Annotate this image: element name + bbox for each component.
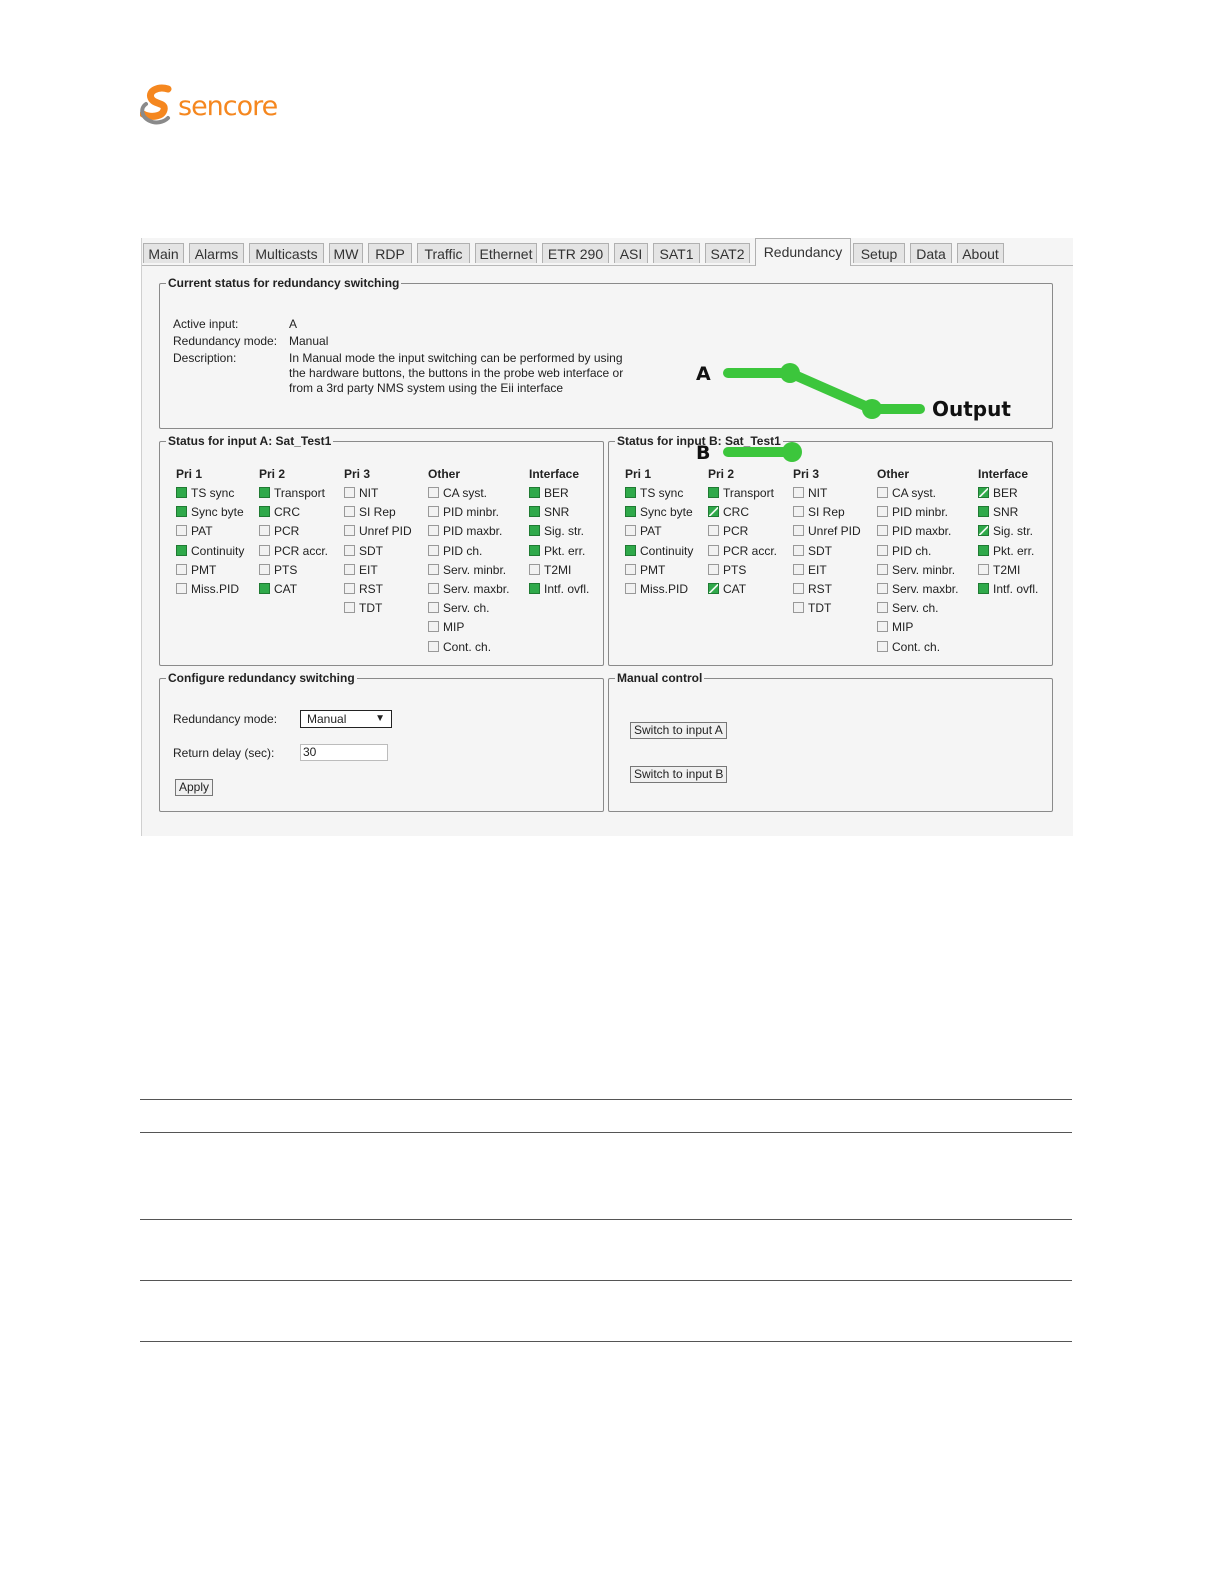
- tab-traffic[interactable]: Traffic: [417, 243, 470, 263]
- status-led-icon: [176, 583, 187, 594]
- active-input-label: Active input:: [173, 317, 239, 331]
- input-b-indicator-label: MIP: [892, 620, 914, 635]
- input-a-indicator-label: PCR: [274, 524, 300, 539]
- input-a-indicator: [529, 563, 571, 577]
- input-a-indicator-label: EIT: [359, 562, 378, 577]
- status-led-icon: [793, 602, 804, 613]
- input-b-indicator-label: Sync byte: [640, 505, 693, 520]
- table-rule-2: [140, 1132, 1072, 1133]
- status-led-icon: [428, 506, 439, 517]
- status-led-icon: [344, 583, 355, 594]
- input-a-indicator-label: SNR: [544, 505, 570, 520]
- return-delay-label: Return delay (sec):: [173, 746, 275, 760]
- status-led-icon: [877, 525, 888, 536]
- input-b-indicator: [708, 486, 774, 500]
- input-b-indicator-label: Unref PID: [808, 524, 861, 539]
- status-led-icon: [877, 506, 888, 517]
- status-led-icon: [708, 506, 719, 517]
- input-b-indicator: [625, 486, 683, 500]
- input-a-indicator: [428, 486, 487, 500]
- status-led-icon: [529, 583, 540, 594]
- description-label: Description:: [173, 351, 237, 365]
- input-a-indicator: [344, 524, 412, 538]
- description-text: In Manual mode the input switching can be performed by using the hardware buttons, the buttons in the probe web interface or from a 3rd party NMS system using the Eii interface: [289, 351, 624, 395]
- status-led-icon: [793, 564, 804, 575]
- status-led-icon: [793, 545, 804, 556]
- tab-etr-290[interactable]: ETR 290: [542, 243, 609, 263]
- manual-control-panel: [608, 671, 1053, 812]
- input-a-indicator: [176, 486, 234, 500]
- input-b-indicator: [877, 620, 913, 634]
- tab-multicasts[interactable]: Multicasts: [249, 243, 324, 263]
- status-led-icon: [428, 641, 439, 652]
- redundancy-screenshot: [141, 238, 1073, 836]
- input-a-indicator-label: PID minbr.: [443, 505, 500, 520]
- input-b-indicator: [708, 524, 748, 538]
- tab-mw[interactable]: MW: [329, 243, 363, 263]
- input-a-indicator-label: SI Rep: [359, 505, 396, 520]
- input-b-indicator: [978, 524, 1033, 538]
- input-b-indicator-label: Serv. ch.: [892, 601, 939, 616]
- input-b-indicator: [793, 582, 832, 596]
- input-a-indicator-label: PMT: [191, 562, 217, 577]
- input-a-indicator-label: Intf. ovfl.: [544, 582, 590, 596]
- input-b-indicator: [877, 640, 940, 654]
- input-a-legend: Status for input A: Sat_Test1: [168, 434, 332, 448]
- input-b-indicator: [625, 544, 693, 558]
- status-led-icon: [428, 583, 439, 594]
- input-b-indicator: [793, 486, 827, 500]
- status-led-icon: [708, 487, 719, 498]
- apply-button[interactable]: Apply: [175, 779, 213, 796]
- status-led-icon: [428, 602, 439, 613]
- status-led-icon: [344, 487, 355, 498]
- status-led-icon: [428, 545, 439, 556]
- input-a-status-panel: [159, 434, 604, 666]
- input-a-indicator-label: Continuity: [191, 543, 245, 558]
- status-led-icon: [978, 487, 989, 498]
- input-a-indicator: [259, 486, 325, 500]
- input-b-indicator-label: PCR: [723, 524, 749, 539]
- switch-to-input-a-button[interactable]: Switch to input A: [630, 722, 727, 739]
- input-a-indicator-label: RST: [359, 582, 383, 596]
- status-led-icon: [625, 487, 636, 498]
- status-led-icon: [625, 525, 636, 536]
- input-a-indicator: [428, 640, 491, 654]
- status-led-icon: [259, 545, 270, 556]
- input-b-indicator: [877, 563, 955, 577]
- tab-alarms[interactable]: Alarms: [189, 243, 244, 263]
- input-a-col-heading: Interface: [529, 467, 580, 481]
- input-b-col-heading: Pri 1: [625, 467, 652, 481]
- status-led-icon: [708, 545, 719, 556]
- input-b-indicator: [877, 582, 958, 596]
- tab-redundancy[interactable]: Redundancy: [755, 238, 851, 266]
- input-b-indicator: [877, 505, 948, 519]
- status-led-icon: [978, 564, 989, 575]
- input-b-indicator-label: PID ch.: [892, 543, 932, 558]
- input-b-indicator: [978, 563, 1020, 577]
- table-rule-1: [140, 1099, 1072, 1100]
- active-input-value: A: [289, 317, 298, 331]
- status-led-icon: [877, 545, 888, 556]
- input-b-indicator: [625, 582, 688, 596]
- tab-sat2[interactable]: SAT2: [705, 243, 750, 263]
- input-b-indicator: [877, 524, 951, 538]
- status-led-icon: [176, 487, 187, 498]
- input-a-indicator: [176, 505, 244, 519]
- input-b-indicator-label: EIT: [808, 562, 827, 577]
- input-b-col-heading: Pri 3: [793, 467, 820, 481]
- status-led-icon: [793, 583, 804, 594]
- input-a-indicator: [259, 524, 299, 538]
- input-a-indicator-label: Transport: [274, 486, 325, 500]
- input-a-indicator: [428, 601, 489, 615]
- input-b-indicator-label: RST: [808, 582, 832, 596]
- input-b-indicator-label: PAT: [640, 524, 662, 539]
- status-led-icon: [793, 487, 804, 498]
- input-a-indicator: [529, 524, 584, 538]
- input-a-indicator-label: Miss.PID: [191, 582, 239, 596]
- input-b-indicator-label: Intf. ovfl.: [993, 582, 1039, 596]
- status-led-icon: [259, 525, 270, 536]
- input-b-indicator-label: SI Rep: [808, 505, 845, 520]
- input-b-col-heading: Interface: [978, 467, 1029, 481]
- input-b-indicator: [793, 544, 832, 558]
- status-led-icon: [708, 583, 719, 594]
- input-b-indicator: [793, 524, 861, 538]
- configure-legend: Configure redundancy switching: [168, 671, 355, 685]
- status-led-icon: [176, 545, 187, 556]
- input-b-indicator: [793, 505, 845, 519]
- input-b-indicator-label: SNR: [993, 505, 1019, 520]
- status-led-icon: [625, 583, 636, 594]
- input-a-indicator: [176, 524, 213, 538]
- input-a-indicator: [344, 544, 383, 558]
- diagram-output-label: Output: [932, 397, 1011, 421]
- configure-panel: [159, 671, 604, 812]
- status-led-icon: [877, 583, 888, 594]
- input-b-indicator-label: Cont. ch.: [892, 639, 941, 654]
- redundancy-mode-select[interactable]: [300, 710, 392, 728]
- input-b-indicator: [625, 524, 662, 538]
- input-b-indicator-label: PTS: [723, 562, 747, 577]
- status-led-icon: [529, 564, 540, 575]
- tab-setup[interactable]: Setup: [853, 243, 905, 263]
- input-a-indicator-label: PTS: [274, 562, 298, 577]
- status-led-icon: [176, 564, 187, 575]
- input-b-indicator: [793, 601, 831, 615]
- input-a-indicator-label: CRC: [274, 505, 300, 520]
- input-a-indicator: [344, 505, 396, 519]
- input-b-indicator-label: PID maxbr.: [892, 524, 952, 539]
- input-a-indicator-label: Sig. str.: [544, 524, 585, 539]
- manual-control-legend: Manual control: [617, 671, 703, 685]
- input-a-indicator: [176, 563, 216, 577]
- input-a-indicator-label: Pkt. err.: [544, 543, 586, 558]
- input-a-indicator-label: Cont. ch.: [443, 639, 492, 654]
- input-a-indicator-label: CA syst.: [443, 486, 488, 500]
- input-a-indicator-label: Serv. minbr.: [443, 562, 507, 577]
- status-led-icon: [259, 583, 270, 594]
- input-a-indicator-label: NIT: [359, 486, 379, 500]
- input-a-indicator-label: PID ch.: [443, 543, 483, 558]
- input-b-indicator-label: PID minbr.: [892, 505, 949, 520]
- status-led-icon: [877, 564, 888, 575]
- input-a-indicator: [428, 582, 509, 596]
- status-led-icon: [978, 545, 989, 556]
- input-b-indicator: [708, 563, 746, 577]
- status-led-icon: [259, 487, 270, 498]
- status-led-icon: [877, 621, 888, 632]
- input-a-col-heading: Pri 1: [176, 467, 203, 481]
- input-b-status-panel: [608, 434, 1053, 666]
- switch-arm: [790, 373, 872, 409]
- input-b-indicator: [978, 486, 1018, 500]
- input-a-indicator: [428, 505, 499, 519]
- tab-about[interactable]: About: [957, 243, 1004, 263]
- input-b-legend: Status for input B: Sat_Test1: [617, 434, 781, 448]
- input-a-indicator: [344, 601, 382, 615]
- status-led-icon: [625, 545, 636, 556]
- tab-asi[interactable]: ASI: [614, 243, 648, 263]
- input-a-indicator: [428, 563, 506, 577]
- input-b-indicator: [877, 486, 936, 500]
- config-mode-label: Redundancy mode:: [173, 712, 278, 726]
- input-a-indicator: [529, 582, 589, 596]
- status-led-icon: [625, 564, 636, 575]
- input-b-indicator-label: PMT: [640, 562, 666, 577]
- input-a-indicator: [176, 582, 239, 596]
- status-led-icon: [529, 506, 540, 517]
- input-b-indicator: [625, 505, 693, 519]
- status-led-icon: [529, 545, 540, 556]
- input-b-indicator-label: TDT: [808, 601, 832, 616]
- input-b-indicator-label: Serv. maxbr.: [892, 582, 959, 596]
- input-a-indicator-label: Serv. ch.: [443, 601, 490, 616]
- input-b-indicator: [708, 544, 777, 558]
- input-a-indicator-label: Serv. maxbr.: [443, 582, 510, 596]
- input-a-indicator-label: BER: [544, 486, 569, 500]
- status-led-icon: [428, 525, 439, 536]
- input-a-indicator: [529, 544, 585, 558]
- input-a-indicator-label: PCR accr.: [274, 543, 329, 558]
- input-b-indicator-label: CA syst.: [892, 486, 937, 500]
- input-b-indicator: [978, 505, 1018, 519]
- input-b-indicator: [625, 563, 665, 577]
- input-a-indicator: [344, 486, 378, 500]
- status-led-icon: [877, 602, 888, 613]
- input-b-indicator-label: CRC: [723, 505, 749, 520]
- table-rule-5: [140, 1341, 1072, 1342]
- status-led-icon: [978, 525, 989, 536]
- input-a-indicator: [428, 544, 482, 558]
- status-led-icon: [344, 506, 355, 517]
- status-led-icon: [344, 564, 355, 575]
- input-a-indicator: [259, 544, 328, 558]
- status-led-icon: [978, 506, 989, 517]
- input-b-indicator: [978, 582, 1038, 596]
- input-b-indicator-label: Miss.PID: [640, 582, 688, 596]
- redundancy-mode-selected: Manual: [307, 712, 347, 726]
- input-a-indicator: [176, 544, 244, 558]
- input-b-col-heading: Pri 2: [708, 467, 735, 481]
- input-b-indicator-label: T2MI: [993, 562, 1021, 577]
- sencore-logo: [140, 84, 300, 128]
- tab-ethernet[interactable]: Ethernet: [475, 243, 537, 263]
- input-b-indicator: [877, 544, 931, 558]
- input-b-indicator-label: Pkt. err.: [993, 543, 1035, 558]
- input-b-indicator-label: PCR accr.: [723, 543, 778, 558]
- status-led-icon: [176, 506, 187, 517]
- input-b-indicator: [877, 601, 938, 615]
- input-a-indicator: [344, 563, 378, 577]
- redundancy-mode-label: Redundancy mode:: [173, 334, 278, 348]
- switch-to-input-b-button[interactable]: Switch to input B: [630, 766, 727, 783]
- status-led-icon: [877, 641, 888, 652]
- input-a-indicator-label: PAT: [191, 524, 213, 539]
- status-led-icon: [529, 525, 540, 536]
- input-a-col-heading: Pri 3: [344, 467, 371, 481]
- status-led-icon: [529, 487, 540, 498]
- tab-data[interactable]: Data: [910, 243, 952, 263]
- diagram-label-b: B: [696, 442, 711, 464]
- input-b-col-heading: Other: [877, 467, 910, 481]
- input-a-indicator-label: T2MI: [544, 562, 572, 577]
- input-a-indicator-label: PID maxbr.: [443, 524, 503, 539]
- input-b-indicator-label: SDT: [808, 543, 832, 558]
- table-rule-4: [140, 1280, 1072, 1281]
- input-b-indicator: [793, 563, 827, 577]
- input-a-indicator-label: Sync byte: [191, 505, 244, 520]
- diagram-label-a: A: [696, 363, 711, 385]
- current-status-legend: Current status for redundancy switching: [168, 276, 400, 290]
- input-a-indicator: [428, 620, 464, 634]
- input-a-col-heading: Other: [428, 467, 461, 481]
- status-led-icon: [428, 564, 439, 575]
- status-led-icon: [428, 487, 439, 498]
- input-b-indicator-label: Transport: [723, 486, 774, 500]
- status-led-icon: [708, 564, 719, 575]
- input-b-indicator: [978, 544, 1034, 558]
- input-a-indicator-label: MIP: [443, 620, 465, 635]
- tab-main[interactable]: Main: [143, 243, 184, 263]
- status-led-icon: [344, 525, 355, 536]
- input-a-col-heading: Pri 2: [259, 467, 286, 481]
- status-led-icon: [259, 506, 270, 517]
- tab-sat1[interactable]: SAT1: [653, 243, 700, 263]
- tab-bar: [142, 238, 1073, 266]
- status-led-icon: [978, 583, 989, 594]
- input-b-indicator-label: Sig. str.: [993, 524, 1034, 539]
- input-a-indicator: [428, 524, 502, 538]
- dropdown-arrow-icon: ▼: [375, 713, 385, 724]
- input-a-indicator: [259, 582, 297, 596]
- input-b-indicator-label: Continuity: [640, 543, 694, 558]
- status-led-icon: [793, 525, 804, 536]
- input-a-indicator: [259, 505, 300, 519]
- status-led-icon: [877, 487, 888, 498]
- input-a-indicator-label: CAT: [274, 582, 298, 596]
- input-b-indicator-label: Serv. minbr.: [892, 562, 956, 577]
- input-b-indicator-label: CAT: [723, 582, 747, 596]
- input-a-indicator-label: SDT: [359, 543, 383, 558]
- input-b-indicator: [708, 582, 746, 596]
- tab-rdp[interactable]: RDP: [368, 243, 412, 263]
- status-led-icon: [428, 621, 439, 632]
- status-led-icon: [625, 506, 636, 517]
- input-b-indicator-label: TS sync: [640, 486, 684, 500]
- input-a-indicator: [529, 505, 569, 519]
- status-led-icon: [344, 602, 355, 613]
- input-a-indicator: [344, 582, 383, 596]
- input-b-indicator-label: NIT: [808, 486, 828, 500]
- status-led-icon: [708, 525, 719, 536]
- input-a-indicator-label: TDT: [359, 601, 383, 616]
- return-delay-input[interactable]: 30: [300, 744, 388, 761]
- input-b-indicator-label: BER: [993, 486, 1018, 500]
- input-a-indicator: [259, 563, 297, 577]
- input-b-indicator: [708, 505, 749, 519]
- input-a-indicator-label: TS sync: [191, 486, 235, 500]
- status-led-icon: [793, 506, 804, 517]
- input-a-indicator: [529, 486, 569, 500]
- table-rule-3: [140, 1219, 1072, 1220]
- status-led-icon: [344, 545, 355, 556]
- status-led-icon: [259, 564, 270, 575]
- logo-wordmark: sencore: [178, 91, 278, 122]
- input-a-indicator-label: Unref PID: [359, 524, 412, 539]
- status-led-icon: [176, 525, 187, 536]
- redundancy-mode-value: Manual: [289, 334, 329, 348]
